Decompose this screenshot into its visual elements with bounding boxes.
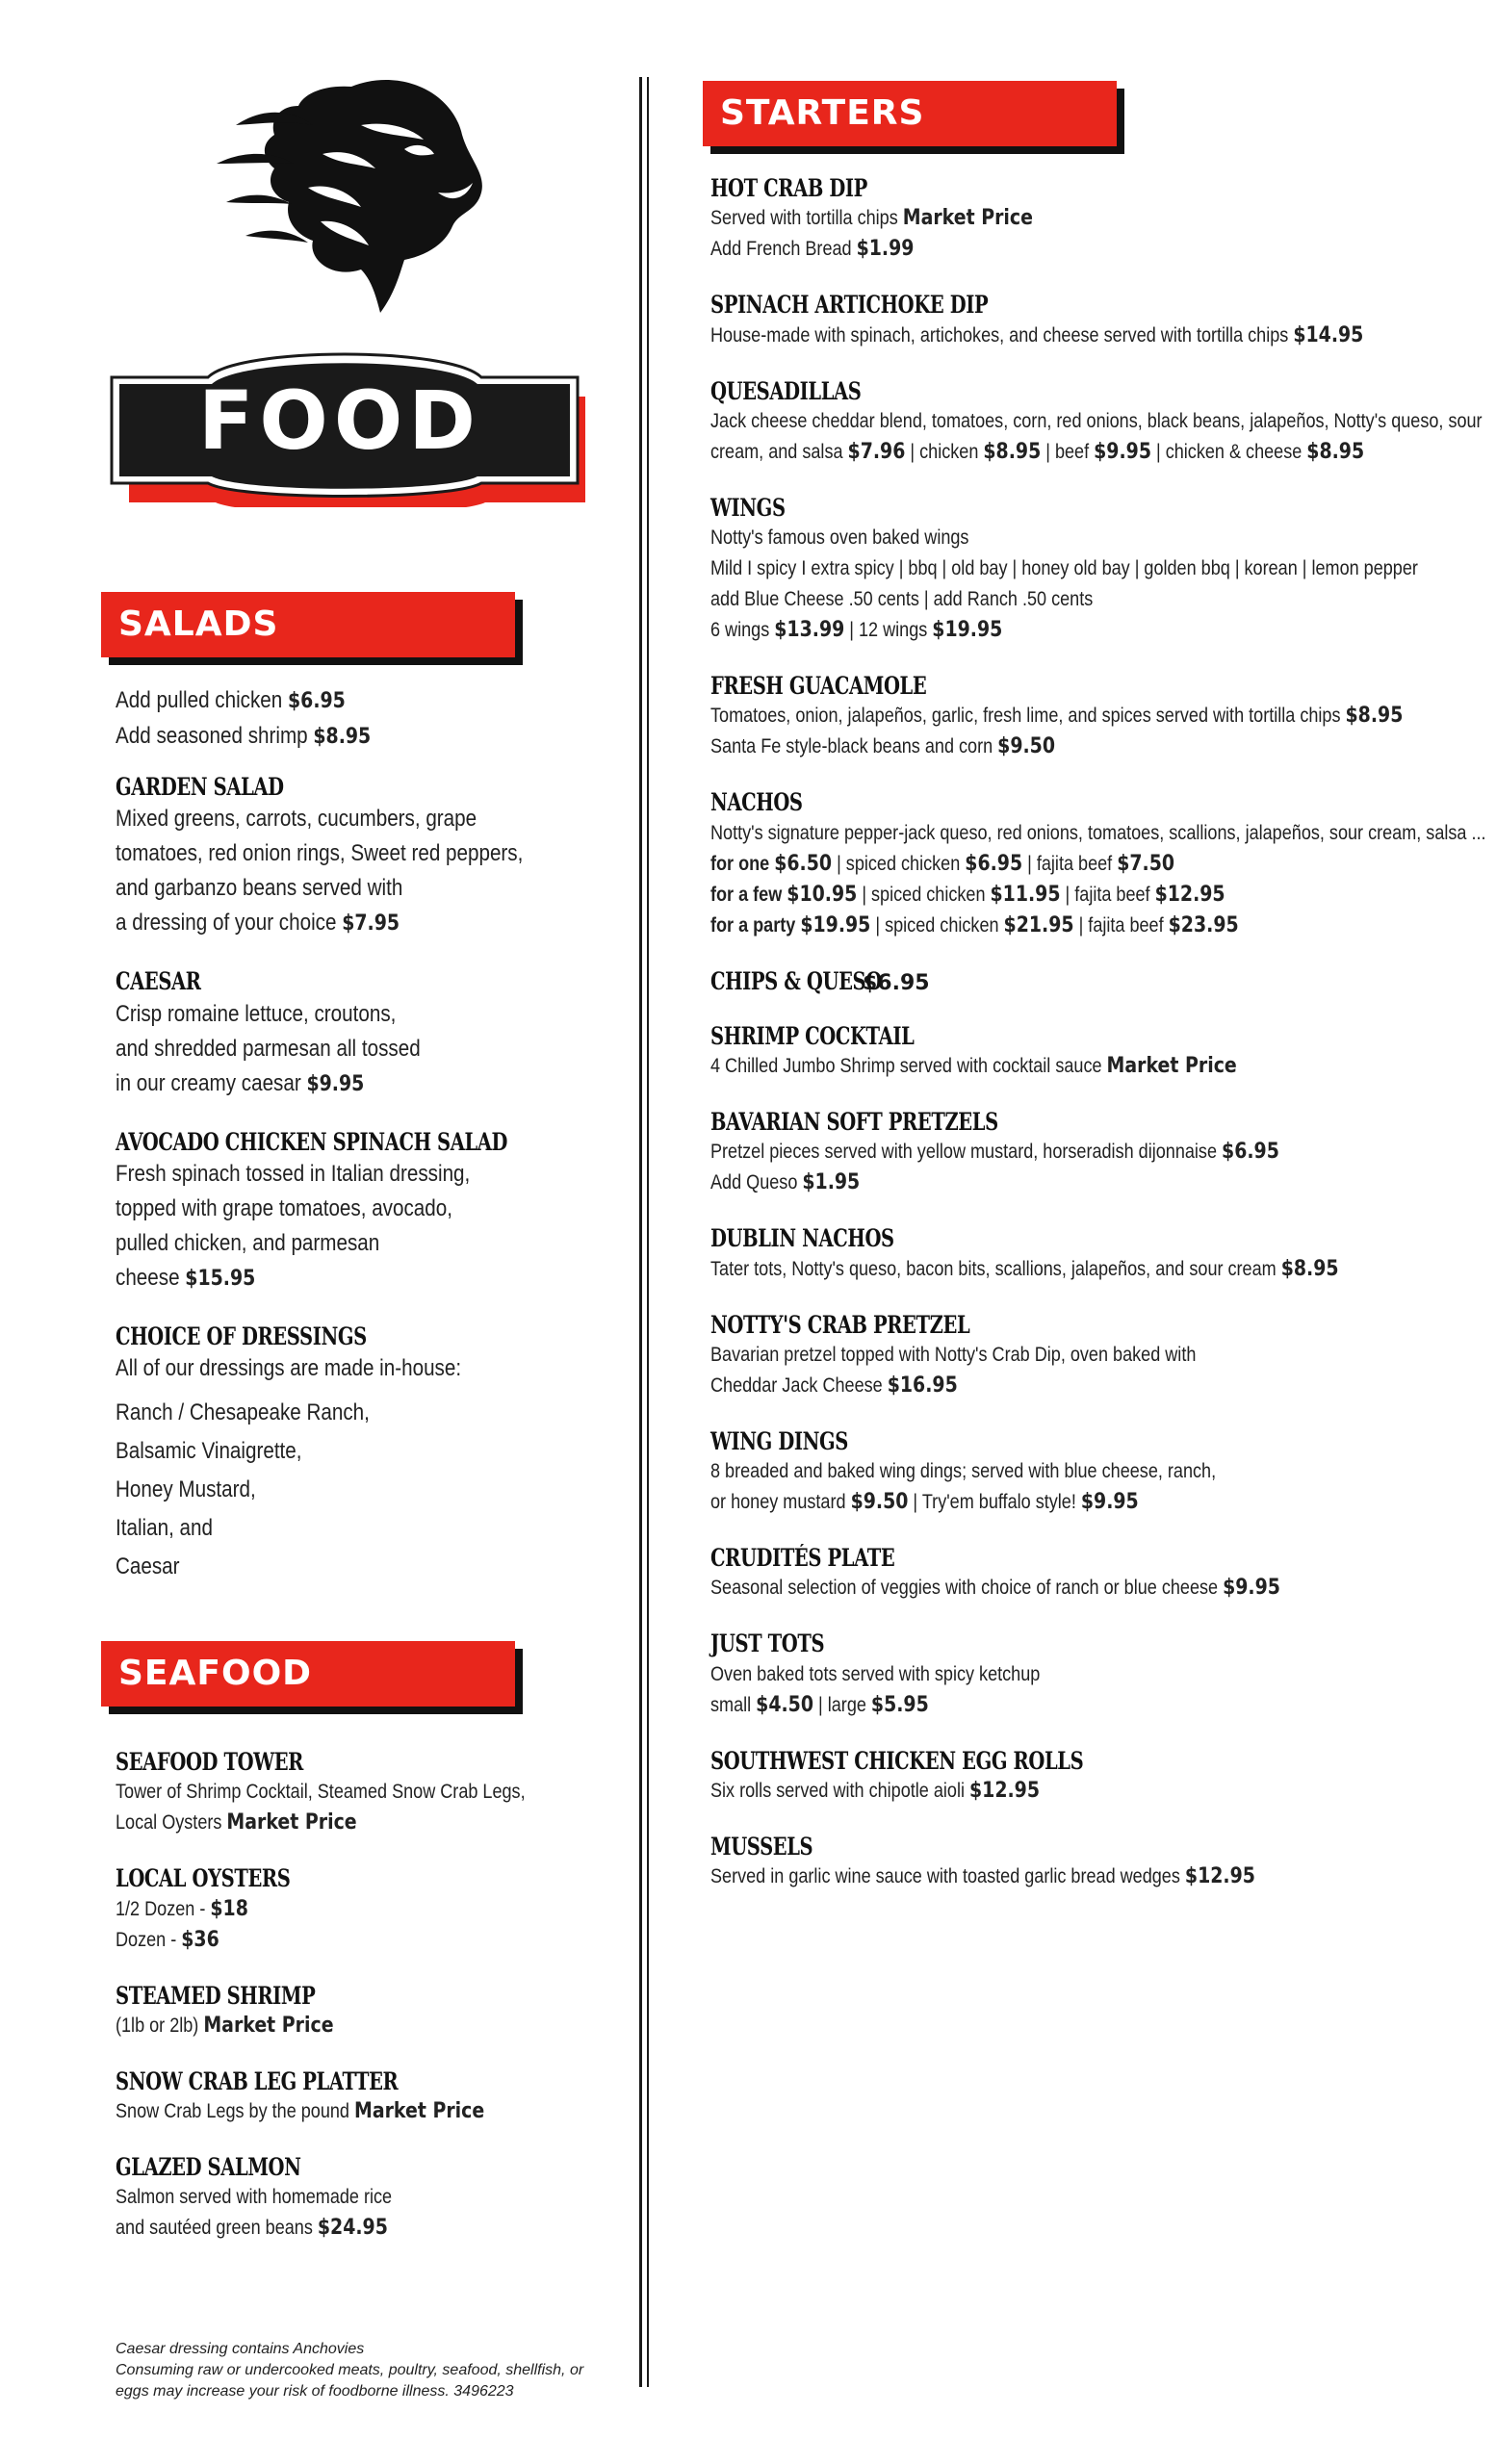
item-title: SNOW CRAB LEG PLATTER [116, 2066, 399, 2095]
menu-item-avocado-chicken-spinach-salad: AVOCADO CHICKEN SPINACH SALAD Fresh spinach tossed in Italian dressing, topped with grape tomatoes, avocado, pulled chicken, and parmesan cheese $15.95 [116, 1127, 508, 1291]
starters-header-label: STARTERS [720, 93, 925, 133]
item-title: BAVARIAN SOFT PRETZELS [710, 1108, 998, 1136]
item-title: AVOCADO CHICKEN SPINACH SALAD [116, 1127, 508, 1156]
menu-item-local-oysters: LOCAL OYSTERS 1/2 Dozen - $18 Dozen - $36 [116, 1863, 568, 1955]
item-title: SHRIMP COCKTAIL [710, 1021, 915, 1050]
allergen-footnote: Caesar dressing contains Anchovies Consuming raw or undercooked meats, poultry, seafood, shellfish, or eggs may increase your risk of foodborne illness. 3496223 [116, 2341, 584, 2400]
menu-item-wing-dings: WING DINGS 8 breaded and baked wing dings; served with blue cheese, ranch, or honey mustard $9.50 | Try'em buffalo style! $9.95 [710, 1426, 1471, 1518]
menu-item-bavarian-soft-pretzels: BAVARIAN SOFT PRETZELS Pretzel pieces served with yellow mustard, horseradish dijonnaise $6.95 Add Queso $1.95 [710, 1107, 1471, 1198]
menu-item-chips-queso: CHIPS & QUESO $6.95 [710, 966, 930, 995]
item-title: SEAFOOD TOWER [116, 1748, 303, 1776]
page-title: FOOD [198, 373, 481, 468]
item-title: GLAZED SALMON [116, 2153, 301, 2181]
item-title: WING DINGS [710, 1426, 848, 1455]
menu-item-mussels: MUSSELS Served in garlic wine sauce with toasted garlic bread wedges $12.95 [710, 1832, 1471, 1892]
menu-item-southwest-chicken-egg-rolls: SOUTHWEST CHICKEN EGG ROLLS Six rolls served with chipotle aioli $12.95 [710, 1746, 1471, 1807]
column-divider [639, 77, 642, 2387]
starters-header [703, 81, 1117, 146]
column-divider [647, 77, 649, 2387]
menu-item-garden-salad: GARDEN SALAD Mixed greens, carrots, cucumbers, grape tomatoes, red onion rings, Sweet red peppers, and garbanzo beans served with a dressing of your choice $7.95 [116, 773, 524, 937]
menu-item-seafood-tower: SEAFOOD TOWER Tower of Shrimp Cocktail, Steamed Snow Crab Legs, Local Oysters Market Price [116, 1748, 526, 1835]
item-title: CHIPS & QUESO [710, 966, 882, 995]
starters-section [710, 173, 1486, 1917]
lion-head-icon [207, 67, 496, 322]
menu-item-caesar: CAESAR Crisp romaine lettuce, croutons, and shredded parmesan all tossed in our creamy caesar $9.95 [116, 966, 549, 1101]
item-title: WINGS [710, 493, 786, 522]
item-title: MUSSELS [710, 1832, 813, 1861]
item-title: DUBLIN NACHOS [710, 1224, 894, 1253]
item-title: HOT CRAB DIP [710, 174, 867, 202]
item-title: FRESH GUACAMOLE [710, 672, 927, 700]
menu-item-dublin-nachos: DUBLIN NACHOS Tater tots, Notty's queso, bacon bits, scallions, jalapeños, and sour cream $8.95 [710, 1224, 1339, 1281]
item-title: JUST TOTS [710, 1630, 825, 1658]
item-title: CAESAR [116, 967, 201, 996]
item-title: NACHOS [710, 788, 803, 817]
menu-item-glazed-salmon: GLAZED SALMON Salmon served with homemade rice and sautéed green beans $24.95 [116, 2152, 568, 2244]
item-title: LOCAL OYSTERS [116, 1864, 291, 1893]
menu-item-steamed-shrimp: STEAMED SHRIMP (1lb or 2lb) Market Price [116, 1981, 568, 2041]
item-title: SPINACH ARTICHOKE DIP [710, 291, 989, 320]
salads-header-label: SALADS [118, 604, 279, 644]
menu-item-crudites-plate: CRUDITÉS PLATE Seasonal selection of veggies with choice of ranch or blue cheese $9.95 [710, 1543, 1471, 1604]
menu-item-quesadillas: QUESADILLAS Jack cheese cheddar blend, tomatoes, corn, red onions, black beans, jalapeños, Notty's queso, sour cream, and salsa $7.96 | chicken $8.95 | beef $9.95 | chicken & cheese $8.95 [710, 376, 1483, 464]
salad-addons: Add pulled chicken $6.95 Add seasoned shrimp $8.95 [116, 687, 372, 749]
menu-item-hot-crab-dip: HOT CRAB DIP Served with tortilla chips Market Price Add French Bread $1.99 [710, 173, 1471, 265]
seafood-header [101, 1641, 515, 1707]
item-title: STEAMED SHRIMP [116, 1981, 316, 2010]
item-title: CHOICE OF DRESSINGS [116, 1322, 367, 1350]
salads-section [116, 683, 549, 1611]
menu-item-nottys-crab-pretzel: NOTTY'S CRAB PRETZEL Bavarian pretzel topped with Notty's Crab Dip, oven baked with Cheddar Jack Cheese $16.95 [710, 1310, 1471, 1401]
item-title: CRUDITÉS PLATE [710, 1544, 895, 1572]
item-title: GARDEN SALAD [116, 773, 284, 801]
menu-item-wings: WINGS Notty's famous oven baked wings Mild I spicy I extra spicy | bbq | old bay | honey old bay | golden bbq | korean | lemon pepper add Blue Cheese .50 cents | add Ranch .50 cents 6 wings $13.99 | 12 wings $19.95 [710, 493, 1418, 642]
item-title: SOUTHWEST CHICKEN EGG ROLLS [710, 1746, 1084, 1775]
seafood-section [116, 1747, 568, 2269]
seafood-header-label: SEAFOOD [118, 1654, 313, 1693]
menu-item-nachos: NACHOS Notty's signature pepper-jack queso, red onions, tomatoes, scallions, jalapeños, sour cream, salsa ... for one $6.50 | spiced chicken $6.95 | fajita beef $7.50 for a few $10.95 | spiced chicken $11.95 | fajita beef $12.95 for a party $19.95 | spiced chicken $21.95 | fajita beef $23.95 [710, 788, 1486, 937]
menu-item-fresh-guacamole: FRESH GUACAMOLE Tomatoes, onion, jalapeños, garlic, fresh lime, and spices served with tortilla chips $8.95 Santa Fe style-black beans and corn $9.50 [710, 672, 1404, 759]
menu-item-snow-crab-leg-platter: SNOW CRAB LEG PLATTER Snow Crab Legs by the pound Market Price [116, 2066, 485, 2123]
menu-item-just-tots: JUST TOTS Oven baked tots served with spicy ketchup small $4.50 | large $5.95 [710, 1629, 1471, 1720]
menu-item-dressings: CHOICE OF DRESSINGS All of our dressings are made in-house: Ranch / Chesapeake Ranch, Balsamic Vinaigrette, Honey Mustard, Italian, and Caesar [116, 1322, 462, 1579]
item-title: NOTTY'S CRAB PRETZEL [710, 1310, 970, 1339]
menu-item-shrimp-cocktail: SHRIMP COCKTAIL 4 Chilled Jumbo Shrimp served with cocktail sauce Market Price [710, 1021, 1471, 1082]
salads-header [101, 592, 515, 657]
menu-item-spinach-artichoke-dip: SPINACH ARTICHOKE DIP House-made with spinach, artichokes, and cheese served with tortilla chips $14.95 [710, 291, 1364, 347]
item-title: QUESADILLAS [710, 376, 862, 405]
